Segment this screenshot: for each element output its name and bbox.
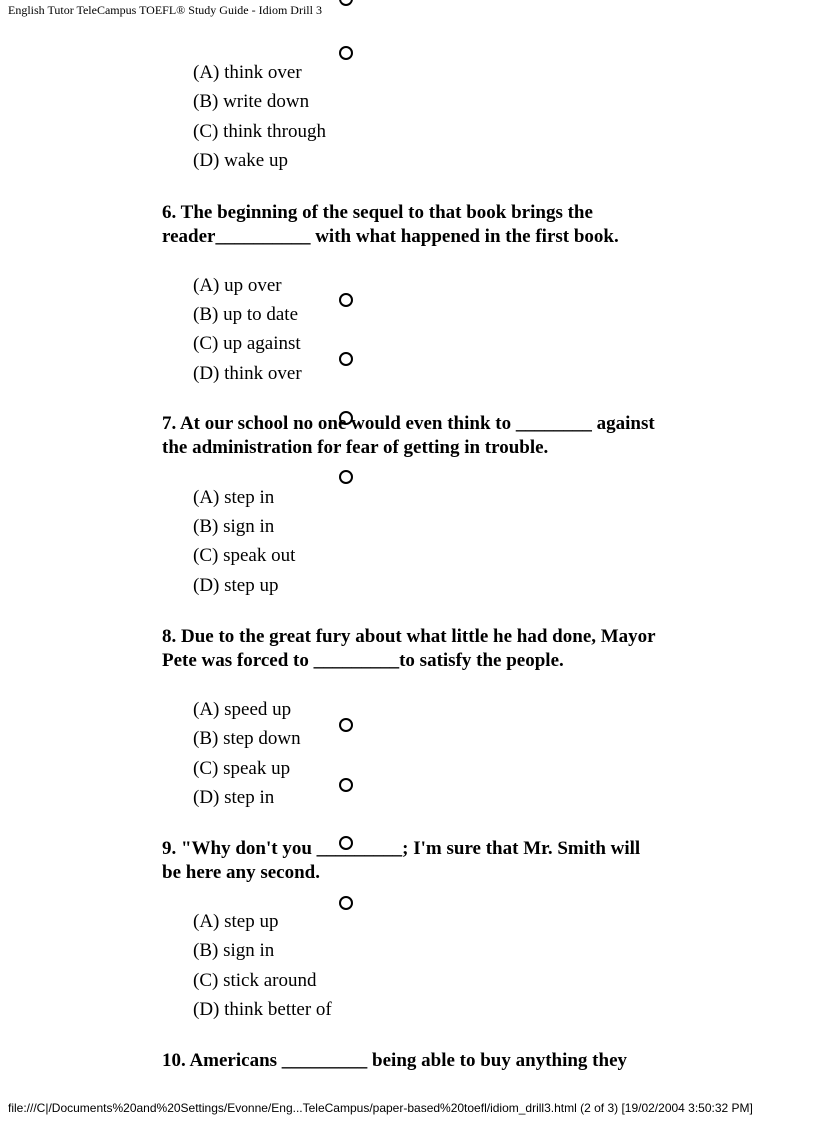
q6-text-line1: 6. The beginning of the sequel to that book brings the [162, 202, 593, 223]
q7-text-line2: the administration for fear of getting in trouble. [162, 437, 549, 458]
q8-text-line2: Pete was forced to _________to satisfy the people. [162, 650, 564, 671]
radio-button[interactable] [339, 718, 353, 732]
q8-text-line1: 8. Due to the great fury about what little he had done, Mayor [162, 626, 656, 647]
q10-text-line1: 10. Americans _________ being able to buy anything they [162, 1050, 628, 1071]
q7-option-a: (A) step in [193, 487, 275, 508]
radio-button[interactable] [339, 470, 353, 484]
q9-text-line2: be here any second. [162, 862, 320, 883]
q5-option-c: (C) think through [193, 121, 326, 142]
q9-option-d: (D) think better of [193, 999, 332, 1020]
q6-option-c: (C) up against [193, 333, 301, 354]
page-footer-url: file:///C|/Documents%20and%20Settings/Evonne/Eng...TeleCampus/paper-based%20toefl/idiom_drill3.html (2 of 3) [19/02/2004 3:50:32 PM] [8, 1101, 753, 1115]
q8-option-a: (A) speed up [193, 699, 292, 720]
radio-button[interactable] [339, 778, 353, 792]
radio-button[interactable] [339, 0, 353, 6]
q7-option-d: (D) step up [193, 575, 279, 596]
q9-text-line1: 9. "Why don't you _________; I'm sure that Mr. Smith will [162, 838, 641, 859]
q7-option-b: (B) sign in [193, 516, 275, 537]
radio-button[interactable] [339, 352, 353, 366]
page-header: English Tutor TeleCampus TOEFL® Study Guide - Idiom Drill 3 [8, 3, 322, 17]
q5-option-a: (A) think over [193, 62, 302, 83]
radio-button[interactable] [339, 46, 353, 60]
q8-option-d: (D) step in [193, 787, 275, 808]
q6-option-a: (A) up over [193, 275, 282, 296]
q7-text-line1: 7. At our school no one would even think to ________ against [162, 413, 655, 434]
radio-button[interactable] [339, 896, 353, 910]
q9-option-b: (B) sign in [193, 940, 275, 961]
q6-option-d: (D) think over [193, 363, 302, 384]
q8-option-b: (B) step down [193, 728, 301, 749]
q9-option-c: (C) stick around [193, 970, 317, 991]
q7-option-c: (C) speak out [193, 545, 296, 566]
q6-option-b: (B) up to date [193, 304, 299, 325]
q5-option-b: (B) write down [193, 91, 310, 112]
q5-option-d: (D) wake up [193, 150, 288, 171]
q8-option-c: (C) speak up [193, 758, 291, 779]
q6-text-line2: reader__________ with what happened in the first book. [162, 226, 619, 247]
radio-button[interactable] [339, 293, 353, 307]
q9-option-a: (A) step up [193, 911, 279, 932]
